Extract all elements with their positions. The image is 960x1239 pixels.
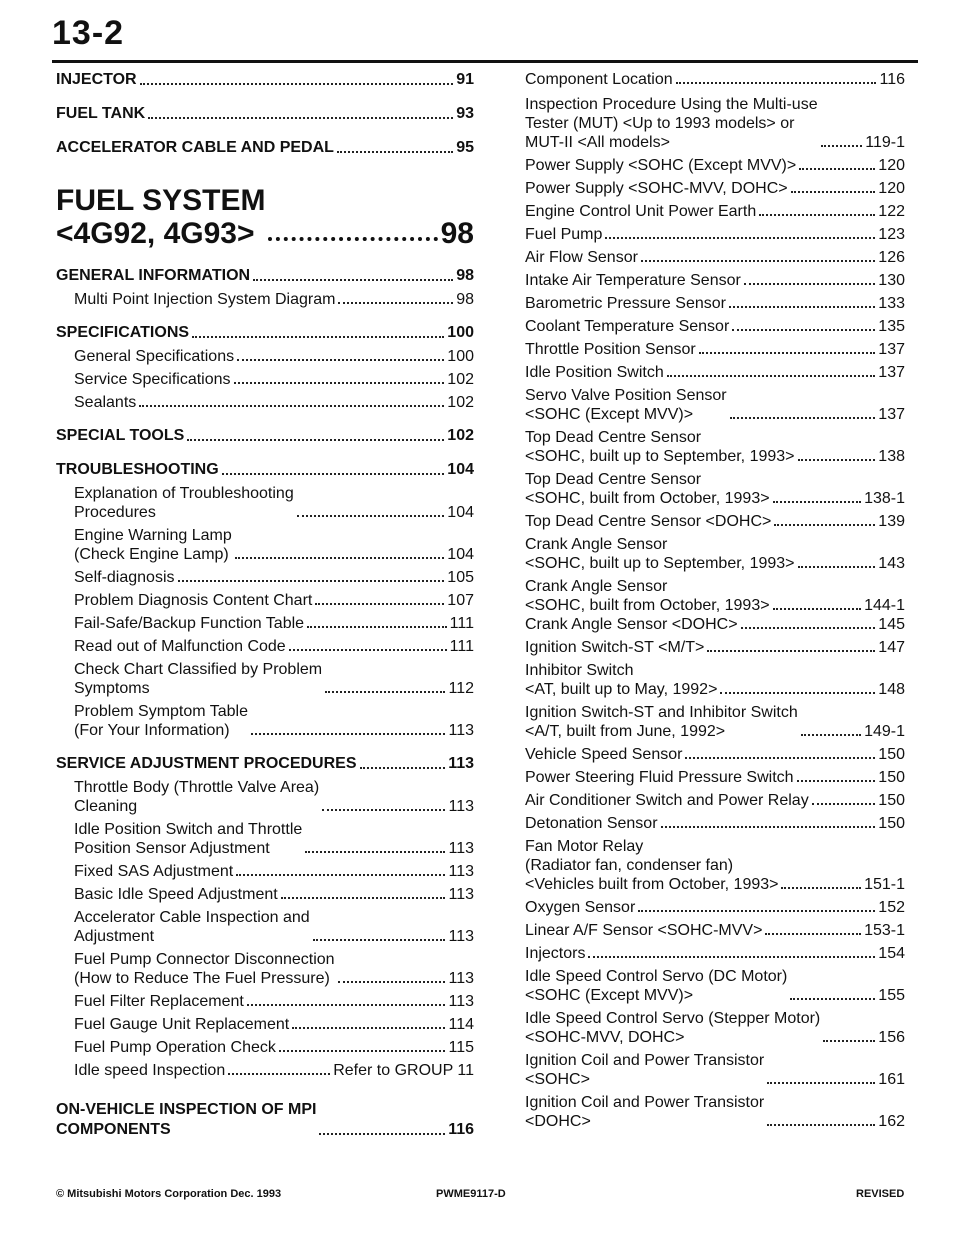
toc-leader-dots <box>641 260 875 262</box>
toc-entry-title: Engine Control Unit Power Earth <box>525 203 757 220</box>
toc-entry-title: Detonation Sensor <box>525 815 658 832</box>
toc-leader-dots <box>222 473 445 475</box>
toc-entry-title: Inspection Procedure Using the Multi-use Tester (MUT) <Up to 1993 models> or MUT-II <All models> <box>525 96 818 151</box>
toc-entry <box>525 768 905 787</box>
toc-entry-page: 149-1 <box>864 723 905 740</box>
toc-leader-dots <box>667 375 876 377</box>
toc-entry-page: 93 <box>456 105 474 122</box>
toc-entry-page: 114 <box>448 1016 474 1033</box>
toc-leader-dots <box>148 117 453 119</box>
toc-entry <box>56 908 474 946</box>
toc-entry-title: Self-diagnosis <box>74 569 175 586</box>
toc-entry-page: 144-1 <box>864 597 905 614</box>
toc-entry-title: General Specifications <box>74 348 235 365</box>
toc-entry <box>525 1009 905 1047</box>
toc-entry-title: Fixed SAS Adjustment <box>74 863 234 880</box>
toc-entry-page: 150 <box>878 815 905 832</box>
toc-leader-dots <box>812 803 876 805</box>
toc-leader-dots <box>325 691 445 693</box>
toc-entry-title: INJECTOR <box>56 71 137 88</box>
toc-entry <box>525 386 905 424</box>
toc-entry <box>525 340 905 359</box>
toc-entry <box>56 104 474 124</box>
toc-leader-dots <box>823 1040 875 1042</box>
toc-entry-page: 119-1 <box>865 134 905 151</box>
toc-entry <box>56 526 474 564</box>
toc-leader-dots <box>741 627 876 629</box>
toc-entry-title: Fan Motor Relay (Radiator fan, condenser fan) <Vehicles built from October, 1993> <box>525 838 779 893</box>
toc-leader-dots <box>281 897 446 899</box>
toc-leader-dots <box>801 734 861 736</box>
toc-entry-title: Ignition Coil and Power Transistor <SOHC> <box>525 1052 765 1088</box>
toc-leader-dots <box>720 692 875 694</box>
toc-entry-page: 147 <box>878 639 905 656</box>
toc-leader-dots <box>730 417 876 419</box>
toc-entry <box>525 363 905 382</box>
toc-entry-page: 104 <box>447 461 474 478</box>
toc-entry <box>525 921 905 940</box>
toc-entry-page: 98 <box>440 217 474 250</box>
toc-entry <box>525 615 905 634</box>
toc-entry-title: Air Conditioner Switch and Power Relay <box>525 792 809 809</box>
toc-entry <box>56 885 474 904</box>
toc-entry-title: Intake Air Temperature Sensor <box>525 272 741 289</box>
toc-entry-title: Barometric Pressure Sensor <box>525 295 726 312</box>
toc-entry <box>56 347 474 366</box>
toc-entry-page: 113 <box>448 840 474 857</box>
toc-entry-page: 100 <box>447 348 474 365</box>
toc-leader-dots <box>305 851 445 853</box>
toc-leader-dots <box>798 566 876 568</box>
toc-leader-dots <box>234 382 445 384</box>
toc-entry-title: Idle Speed Control Servo (Stepper Motor) <SOHC-MVV, DOHC> <box>525 1010 821 1046</box>
toc-entry <box>56 862 474 881</box>
toc-entry-title: Fail-Safe/Backup Function Table <box>74 615 305 632</box>
toc-entry-title: SPECIAL TOOLS <box>56 427 185 444</box>
toc-entry-page: 135 <box>878 318 905 335</box>
toc-leader-dots <box>798 459 876 461</box>
toc-leader-dots <box>605 237 875 239</box>
toc-entry <box>525 470 905 508</box>
toc-entry <box>56 591 474 610</box>
toc-entry-title: Air Flow Sensor <box>525 249 638 266</box>
toc-entry <box>525 638 905 657</box>
toc-entry <box>56 70 474 90</box>
toc-entry <box>56 754 474 774</box>
toc-entry <box>56 184 474 250</box>
toc-entry-page: 137 <box>878 364 905 381</box>
toc-entry-title: Crank Angle Sensor <SOHC, built from October, 1993> <box>525 578 770 614</box>
toc-entry-page: 120 <box>878 157 905 174</box>
toc-entry <box>525 95 905 152</box>
toc-entry-title: Fuel Pump <box>525 226 603 243</box>
toc-entry-page: 150 <box>878 792 905 809</box>
toc-entry <box>56 702 474 740</box>
toc-leader-dots <box>297 515 445 517</box>
footer-copyright: © Mitsubishi Motors Corporation Dec. 1993 <box>56 1188 282 1200</box>
toc-leader-dots <box>279 1050 446 1052</box>
toc-entry-title: ACCELERATOR CABLE AND PEDAL <box>56 139 334 156</box>
toc-entry-page: 111 <box>449 638 474 655</box>
toc-entry <box>56 637 474 656</box>
toc-entry-title: Sealants <box>74 394 137 411</box>
toc-leader-dots <box>313 939 446 941</box>
toc-entry-title: Power Steering Fluid Pressure Switch <box>525 769 794 786</box>
toc-entry <box>56 660 474 698</box>
toc-entry-title: Servo Valve Position Sensor <SOHC (Except MVV)> <box>525 387 727 423</box>
toc-entry-title: Idle Position Switch and Throttle Position Sensor Adjustment <box>74 821 303 857</box>
toc-leader-dots <box>187 439 444 441</box>
toc-entry-page: 161 <box>878 1071 905 1088</box>
toc-entry <box>525 512 905 531</box>
toc-leader-dots <box>791 191 876 193</box>
toc-leader-dots <box>781 887 861 889</box>
toc-entry <box>525 1051 905 1089</box>
toc-entry-page: 105 <box>447 569 474 586</box>
toc-entry-page: 145 <box>878 616 905 633</box>
toc-entry-title: Top Dead Centre Sensor <DOHC> <box>525 513 772 530</box>
toc-entry <box>56 778 474 816</box>
toc-right-column <box>525 70 905 1131</box>
toc-entry-page: 102 <box>447 427 474 444</box>
toc-entry-title: Multi Point Injection System Diagram <box>74 291 336 308</box>
toc-entry-title: ON-VEHICLE INSPECTION OF MPI COMPONENTS <box>56 1101 317 1138</box>
toc-leader-dots <box>337 151 453 153</box>
toc-leader-dots <box>228 1073 330 1075</box>
toc-left-column <box>56 70 474 1140</box>
toc-entry-page: 113 <box>448 863 474 880</box>
toc-leader-dots <box>319 1133 445 1135</box>
toc-entry-page: 113 <box>448 886 474 903</box>
toc-entry <box>56 426 474 446</box>
toc-entry-title: Fuel Gauge Unit Replacement <box>74 1016 290 1033</box>
toc-entry-page: 100 <box>447 324 474 341</box>
toc-entry <box>525 225 905 244</box>
toc-entry-page: 137 <box>878 341 905 358</box>
toc-entry-page: 148 <box>878 681 905 698</box>
toc-entry-title: Fuel Pump Connector Disconnection (How to Reduce The Fuel Pressure) <box>74 951 335 987</box>
toc-leader-dots <box>661 826 876 828</box>
toc-entry <box>525 179 905 198</box>
toc-entry-title: Component Location <box>525 71 673 88</box>
toc-leader-dots <box>676 82 877 84</box>
footer-revised: REVISED <box>856 1188 905 1200</box>
toc-entry-page: 120 <box>878 180 905 197</box>
toc-entry <box>56 1100 474 1140</box>
toc-leader-dots <box>307 626 447 628</box>
footer-publication-code: PWME9117-D <box>436 1188 506 1200</box>
toc-entry-page: 126 <box>878 249 905 266</box>
toc-leader-dots <box>821 145 863 147</box>
toc-leader-dots <box>797 780 876 782</box>
toc-entry-page: 111 <box>449 615 474 632</box>
toc-leader-dots <box>774 524 875 526</box>
toc-leader-dots <box>237 359 444 361</box>
toc-entry-page: 138-1 <box>864 490 905 507</box>
toc-entry-page: 113 <box>448 928 474 945</box>
toc-entry-title: Idle Position Switch <box>525 364 664 381</box>
toc-entry-title: Throttle Body (Throttle Valve Area) Cleaning <box>74 779 320 815</box>
toc-leader-dots <box>322 809 445 811</box>
toc-entry-title: Problem Diagnosis Content Chart <box>74 592 313 609</box>
toc-entry <box>525 577 905 615</box>
toc-entry-page: 107 <box>447 592 474 609</box>
toc-leader-dots <box>773 608 862 610</box>
toc-entry <box>56 370 474 389</box>
toc-entry <box>56 290 474 309</box>
toc-entry-title: Throttle Position Sensor <box>525 341 696 358</box>
toc-leader-dots <box>360 767 446 769</box>
toc-entry-title: Accelerator Cable Inspection and Adjustment <box>74 909 310 945</box>
toc-entry-title: Ignition Switch-ST and Inhibitor Switch <A/T, built from June, 1992> <box>525 704 798 740</box>
toc-leader-dots <box>729 306 875 308</box>
toc-entry-page: 102 <box>447 394 474 411</box>
toc-entry-page: 95 <box>456 139 474 156</box>
toc-leader-dots <box>236 874 445 876</box>
toc-entry <box>56 323 474 343</box>
toc-entry <box>525 967 905 1005</box>
toc-leader-dots <box>338 981 446 983</box>
toc-entry-page: 123 <box>878 226 905 243</box>
toc-entry <box>525 156 905 175</box>
toc-entry <box>525 1093 905 1131</box>
toc-entry-page: 113 <box>448 798 474 815</box>
toc-entry <box>56 992 474 1011</box>
toc-entry-title: Top Dead Centre Sensor <SOHC, built up to September, 1993> <box>525 429 795 465</box>
toc-leader-dots <box>707 650 875 652</box>
toc-entry <box>525 70 905 89</box>
toc-leader-dots <box>773 501 862 503</box>
toc-leader-dots <box>253 279 453 281</box>
toc-leader-dots <box>292 1027 445 1029</box>
toc-leader-dots <box>732 329 875 331</box>
toc-leader-dots <box>767 1124 875 1126</box>
toc-entry <box>56 266 474 286</box>
toc-entry-page: 115 <box>448 1039 474 1056</box>
toc-entry <box>56 1038 474 1057</box>
toc-entry-page: 156 <box>878 1029 905 1046</box>
toc-leader-dots <box>251 733 445 735</box>
toc-entry-title: Crank Angle Sensor <SOHC, built up to September, 1993> <box>525 536 795 572</box>
toc-leader-dots <box>178 580 445 582</box>
toc-entry-page: 113 <box>448 993 474 1010</box>
toc-entry <box>525 428 905 466</box>
toc-entry-title: Basic Idle Speed Adjustment <box>74 886 278 903</box>
toc-leader-dots <box>588 956 875 958</box>
toc-entry <box>56 820 474 858</box>
toc-entry-title: Read out of Malfunction Code <box>74 638 286 655</box>
toc-entry-page: 122 <box>878 203 905 220</box>
toc-leader-dots <box>139 405 444 407</box>
toc-entry <box>525 248 905 267</box>
toc-entry-title: FUEL SYSTEM <4G92, 4G93> <box>56 184 266 250</box>
toc-entry-page: 151-1 <box>864 876 905 893</box>
toc-entry <box>56 393 474 412</box>
toc-entry-title: Oxygen Sensor <box>525 899 636 916</box>
toc-leader-dots <box>790 998 875 1000</box>
toc-entry-page: 130 <box>878 272 905 289</box>
toc-entry <box>56 1015 474 1034</box>
toc-leader-dots <box>759 214 875 216</box>
toc-entry <box>525 271 905 290</box>
toc-entry <box>525 535 905 573</box>
toc-entry <box>525 837 905 894</box>
toc-leader-dots <box>767 1082 875 1084</box>
toc-entry-page: 137 <box>878 406 905 423</box>
toc-leader-dots <box>685 757 875 759</box>
toc-entry-title: Injectors <box>525 945 586 962</box>
toc-leader-dots <box>765 933 861 935</box>
toc-entry-page: 113 <box>448 970 474 987</box>
toc-entry <box>56 138 474 158</box>
toc-entry-page: 138 <box>878 448 905 465</box>
toc-entry-page: 153-1 <box>864 922 905 939</box>
toc-entry-page: 150 <box>878 746 905 763</box>
toc-entry-page: 155 <box>878 987 905 1004</box>
toc-entry-page: 98 <box>456 291 474 308</box>
toc-entry <box>525 294 905 313</box>
toc-entry <box>56 614 474 633</box>
toc-entry-title: Top Dead Centre Sensor <SOHC, built from October, 1993> <box>525 471 770 507</box>
toc-entry <box>525 703 905 741</box>
toc-entry-title: FUEL TANK <box>56 105 146 122</box>
toc-entry-title: Linear A/F Sensor <SOHC-MVV> <box>525 922 763 939</box>
toc-entry-page: 104 <box>447 504 474 521</box>
toc-entry-title: Engine Warning Lamp (Check Engine Lamp) <box>74 527 232 563</box>
toc-entry-title: Inhibitor Switch <AT, built up to May, 1992> <box>525 662 718 698</box>
toc-entry-page: 113 <box>448 722 474 739</box>
toc-entry-page: 91 <box>456 71 474 88</box>
toc-entry-page: 98 <box>456 267 474 284</box>
toc-leader-dots <box>247 1004 446 1006</box>
toc-entry <box>56 1061 474 1080</box>
toc-entry-title: Power Supply <SOHC-MVV, DOHC> <box>525 180 788 197</box>
toc-leader-dots <box>699 352 876 354</box>
toc-entry-title: Power Supply <SOHC (Except MVV)> <box>525 157 797 174</box>
toc-entry-title: GENERAL INFORMATION <box>56 267 251 284</box>
toc-entry-title: Problem Symptom Table (For Your Information) <box>74 703 248 739</box>
toc-entry-page: Refer to GROUP 11 <box>333 1062 474 1079</box>
toc-entry-title: Service Specifications <box>74 371 231 388</box>
toc-entry-title: Ignition Coil and Power Transistor <DOHC> <box>525 1094 765 1130</box>
toc-entry-page: 143 <box>878 555 905 572</box>
toc-entry-title: SPECIFICATIONS <box>56 324 190 341</box>
toc-entry-page: 104 <box>447 546 474 563</box>
toc-leader-dots <box>315 603 444 605</box>
toc-entry-page: 112 <box>448 680 474 697</box>
toc-entry-title: Ignition Switch-ST <M/T> <box>525 639 705 656</box>
toc-entry <box>525 814 905 833</box>
toc-entry-title: Vehicle Speed Sensor <box>525 746 683 763</box>
toc-entry-title: SERVICE ADJUSTMENT PROCEDURES <box>56 755 357 772</box>
toc-entry-title: Explanation of Troubleshooting Procedures <box>74 485 294 521</box>
toc-entry-page: 102 <box>447 371 474 388</box>
toc-entry <box>525 202 905 221</box>
toc-entry-page: 116 <box>879 71 905 88</box>
toc-leader-dots <box>338 302 453 304</box>
toc-entry-title: Idle speed Inspection <box>74 1062 226 1079</box>
toc-entry-title: TROUBLESHOOTING <box>56 461 219 478</box>
toc-leader-dots <box>268 237 437 241</box>
toc-entry <box>525 661 905 699</box>
toc-entry <box>525 791 905 810</box>
toc-entry <box>525 745 905 764</box>
toc-entry-title: Fuel Pump Operation Check <box>74 1039 276 1056</box>
toc-entry-title: Crank Angle Sensor <DOHC> <box>525 616 738 633</box>
toc-entry-page: 113 <box>448 755 474 772</box>
toc-entry-page: 116 <box>448 1121 474 1138</box>
toc-entry-title: Fuel Filter Replacement <box>74 993 244 1010</box>
toc-leader-dots <box>192 336 444 338</box>
toc-entry <box>525 898 905 917</box>
toc-entry <box>56 950 474 988</box>
toc-entry-title: Coolant Temperature Sensor <box>525 318 730 335</box>
toc-entry-page: 152 <box>878 899 905 916</box>
toc-entry <box>56 568 474 587</box>
toc-leader-dots <box>140 83 454 85</box>
toc-leader-dots <box>638 910 875 912</box>
toc-entry-title: Check Chart Classified by Problem Symptoms <box>74 661 323 697</box>
toc-entry <box>56 484 474 522</box>
toc-leader-dots <box>235 557 445 559</box>
toc-entry <box>56 460 474 480</box>
toc-leader-dots <box>289 649 447 651</box>
toc-entry-page: 133 <box>878 295 905 312</box>
toc-entry-title: Idle Speed Control Servo (DC Motor) <SOHC (Except MVV)> <box>525 968 788 1004</box>
page-number: 13-2 <box>52 14 125 52</box>
toc-leader-dots <box>744 283 875 285</box>
toc-entry-page: 150 <box>878 769 905 786</box>
toc-leader-dots <box>799 168 875 170</box>
header-rule <box>52 60 918 63</box>
toc-entry-page: 162 <box>878 1113 905 1130</box>
toc-entry-page: 139 <box>878 513 905 530</box>
toc-entry-page: 154 <box>878 945 905 962</box>
toc-entry <box>525 317 905 336</box>
toc-entry <box>525 944 905 963</box>
